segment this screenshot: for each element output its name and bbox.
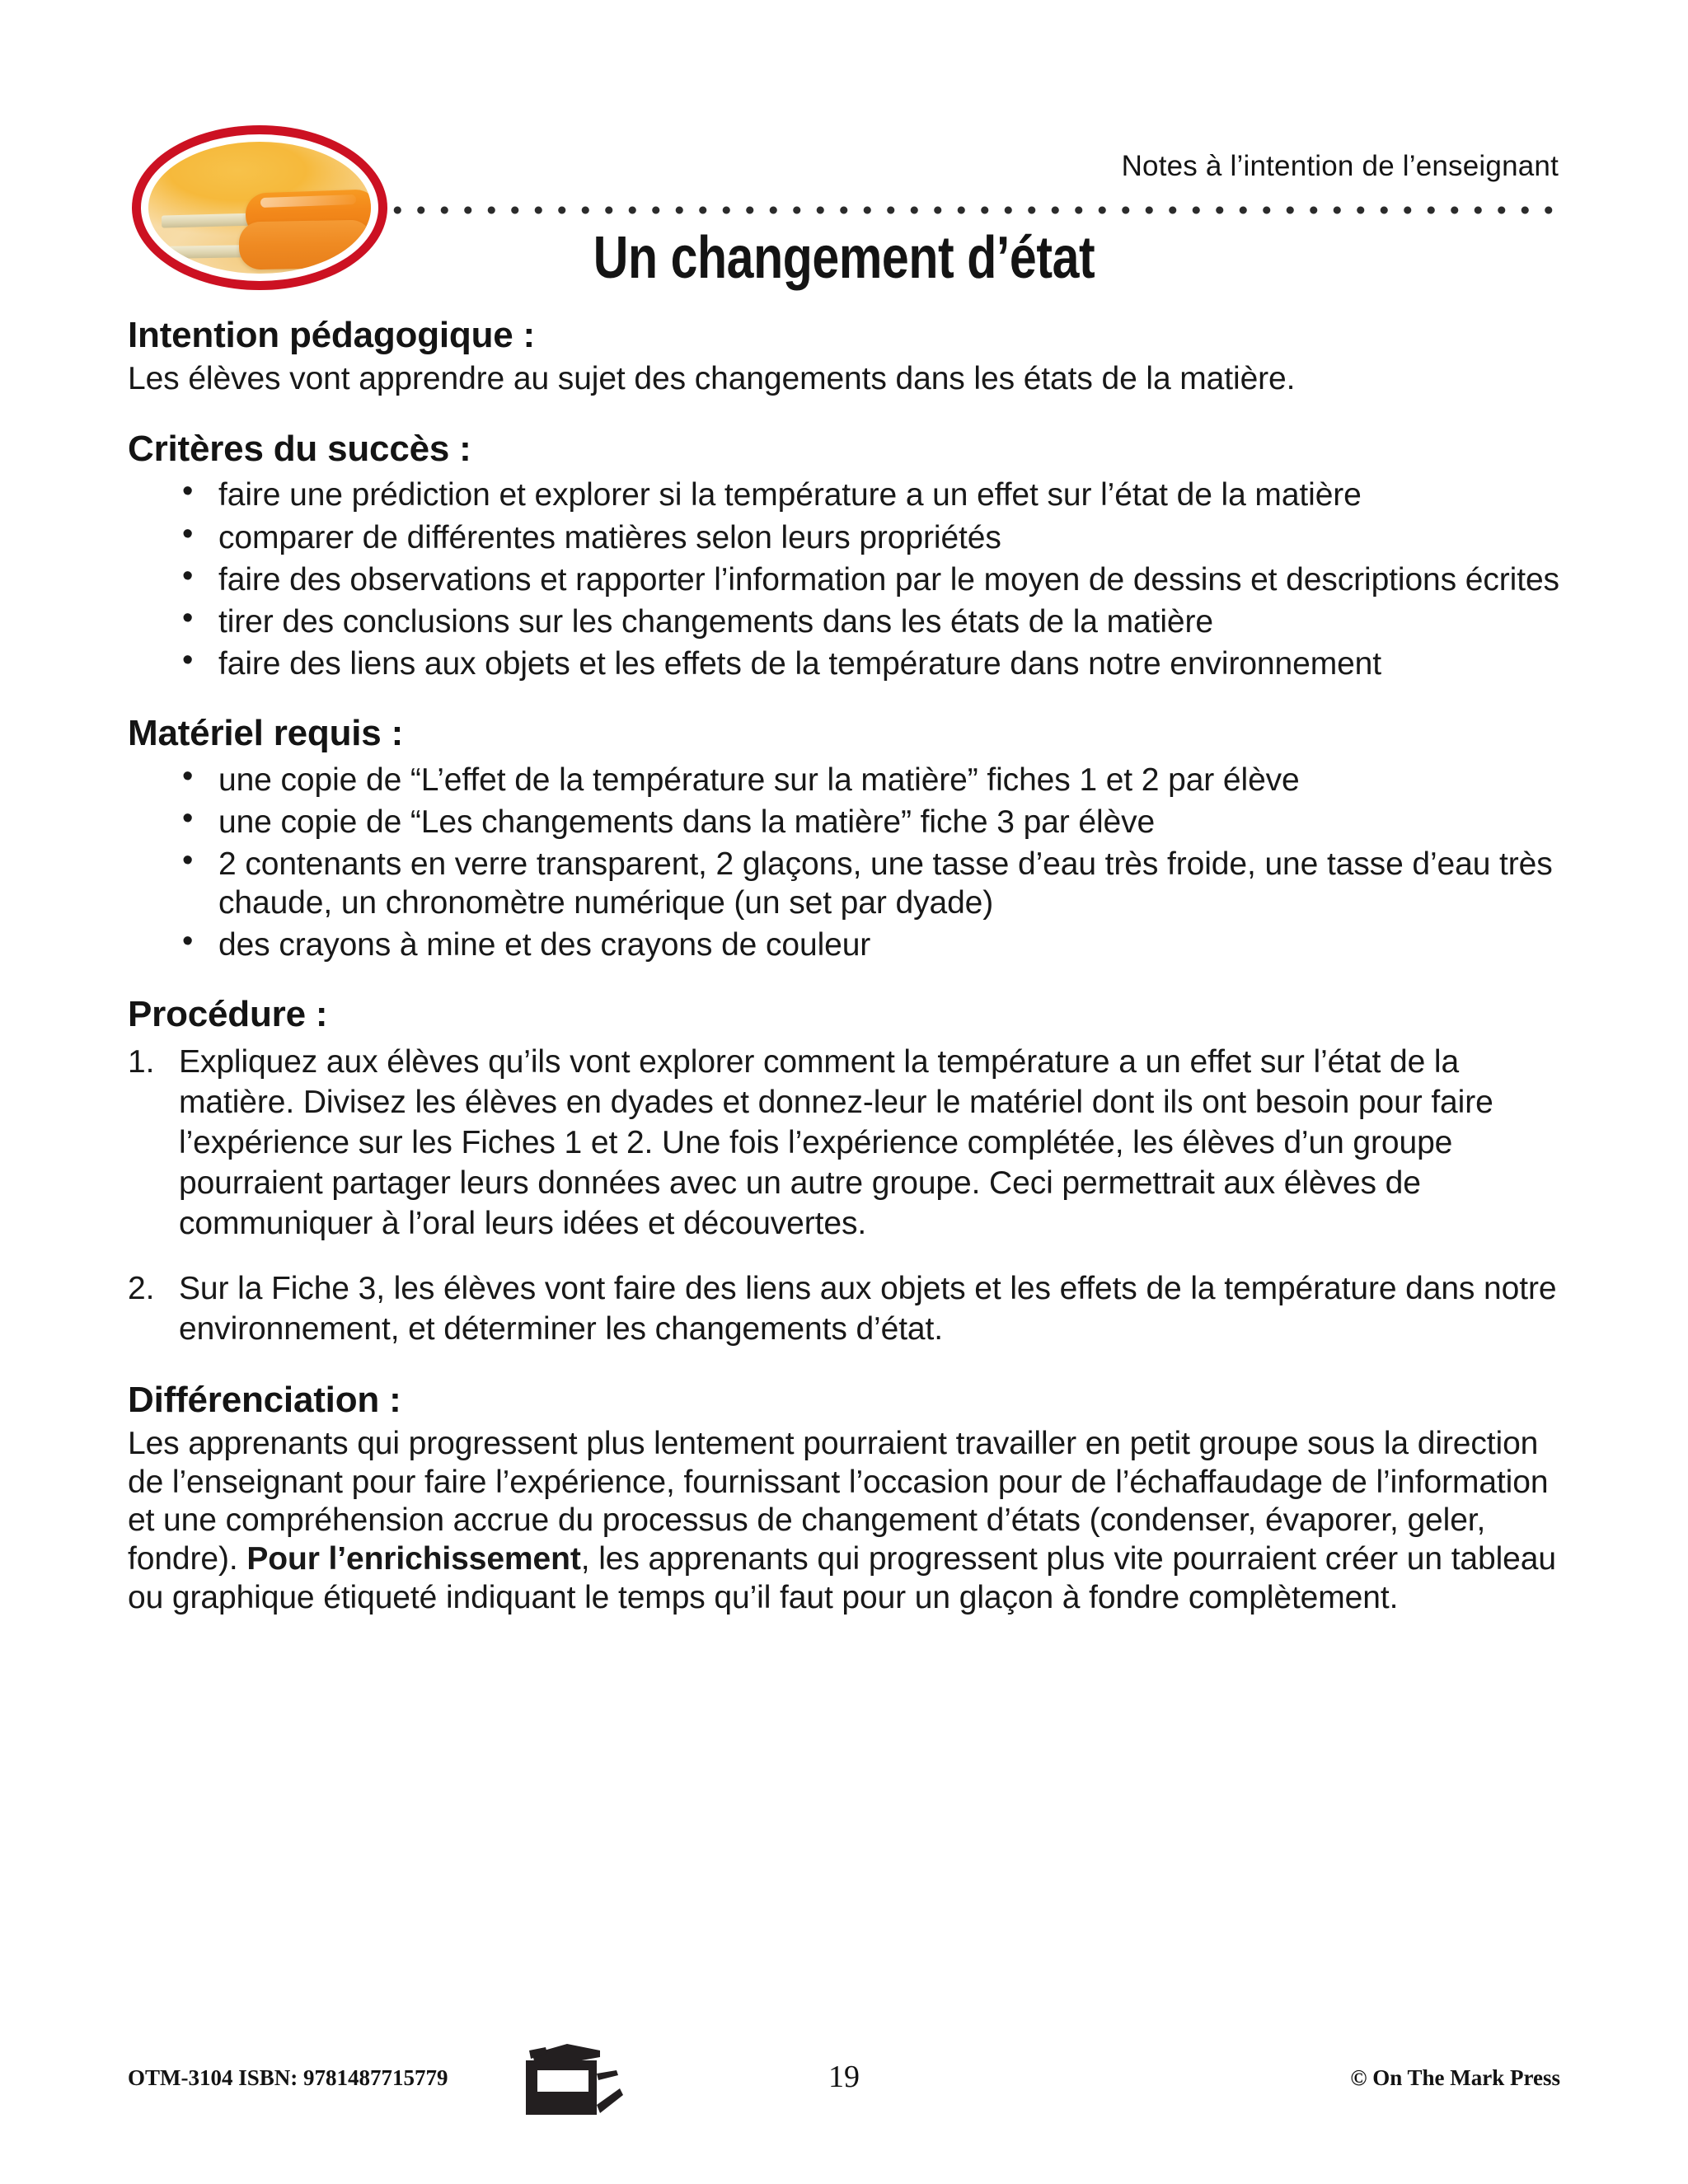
header-label: Notes à l’intention de l’enseignant [1121,150,1559,182]
list-item: • 2 contenants en verre transparent, 2 glaçons, une tasse d’eau très froide, une tasse d’eau très chaude, un chronomètre numérique (un set par dyade) [171,845,1562,922]
criteria-list [128,476,1562,683]
page-header [0,0,1688,297]
section-intention-pedagogique [128,315,1562,399]
section-heading: Matériel requis : [128,713,404,754]
section-procedure [128,994,1562,1349]
page-content [128,315,1562,1618]
list-item: • faire une prédiction et explorer si la température a un effet sur l’état de la matière [171,476,1562,514]
section-heading: Différenciation : [128,1379,401,1420]
list-item: • faire des observations et rapporter l’information par le moyen de dessins et descriptions écrites [171,560,1562,599]
differentiation-paragraph [128,1425,1562,1618]
procedure-step [128,1042,1562,1244]
section-differenciation [128,1380,1562,1618]
section-materiel-requis [128,713,1562,964]
list-item: • une copie de “L’effet de la température sur la matière” fiches 1 et 2 par élève [171,761,1562,799]
step-number: 2. [128,1271,155,1307]
procedure-list [128,1042,1562,1350]
list-item: • des crayons à mine et des crayons de couleur [171,926,1562,964]
section-heading: Intention pédagogique : [128,315,536,355]
page-title: Un changement d’état [593,225,1095,291]
step-text: Sur la Fiche 3, les élèves vont faire des liens aux objets et les effets de la température dans notre environnement, et déterminer les changements d’état. [179,1271,1557,1347]
list-item: • tirer des conclusions sur les changements dans les états de la matière [171,602,1562,641]
list-item: • comparer de différentes matières selon leurs propriétés [171,518,1562,557]
section-paragraph: Les élèves vont apprendre au sujet des changements dans les états de la matière. [128,361,1296,397]
step-text: Expliquez aux élèves qu’ils vont explorer comment la température a un effet sur l’état de la matière. Divisez les élèves en dyades et donnez-leur le matériel dont ils ont besoin pour faire l’expérience sur les Fiches 1 et 2. Une fois l’expérience complétée, les élèves d’un groupe pourraient partager leurs données avec un autre groupe. Ceci permettrait aux élèves de communiquer à l’oral leurs idées et découvertes. [179,1043,1493,1242]
materials-list [128,761,1562,965]
enrichment-label: Pour l’enrichissement [246,1541,581,1577]
dotted-divider [386,204,1559,216]
list-item: • une copie de “Les changements dans la matière” fiche 3 par élève [171,803,1562,841]
section-heading: Procédure : [128,994,328,1035]
section-heading: Critères du succès : [128,429,471,470]
list-item: • faire des liens aux objets et les effets de la température dans notre environnement [171,644,1562,683]
section-criteres-du-succes [128,429,1562,683]
step-number: 1. [128,1043,155,1080]
page-footer [0,2037,1688,2120]
paragraph-part-one: Les apprenants qui progressent plus lentement pourraient travailler en petit groupe sous la direction de l’enseignant pour faire l’expérience, fournissant l’occasion pour de l’échaffaudage de l’information et une compréhension accrue du processus de changement d’états (condenser, évaporer, geler, fondre). [128,1425,1549,1577]
procedure-step [128,1268,1562,1349]
page-number: 19 [828,2060,860,2094]
footer-copyright: © On The Mark Press [1350,2065,1560,2090]
footer-isbn: OTM-3104 ISBN: 9781487715779 [128,2065,448,2090]
paragraph-part-two: , les apprenants qui progressent plus vite pourraient créer un tableau ou graphique étiqueté indiquant le temps qu’il faut pour un glaçon à fondre complètement. [128,1541,1556,1616]
